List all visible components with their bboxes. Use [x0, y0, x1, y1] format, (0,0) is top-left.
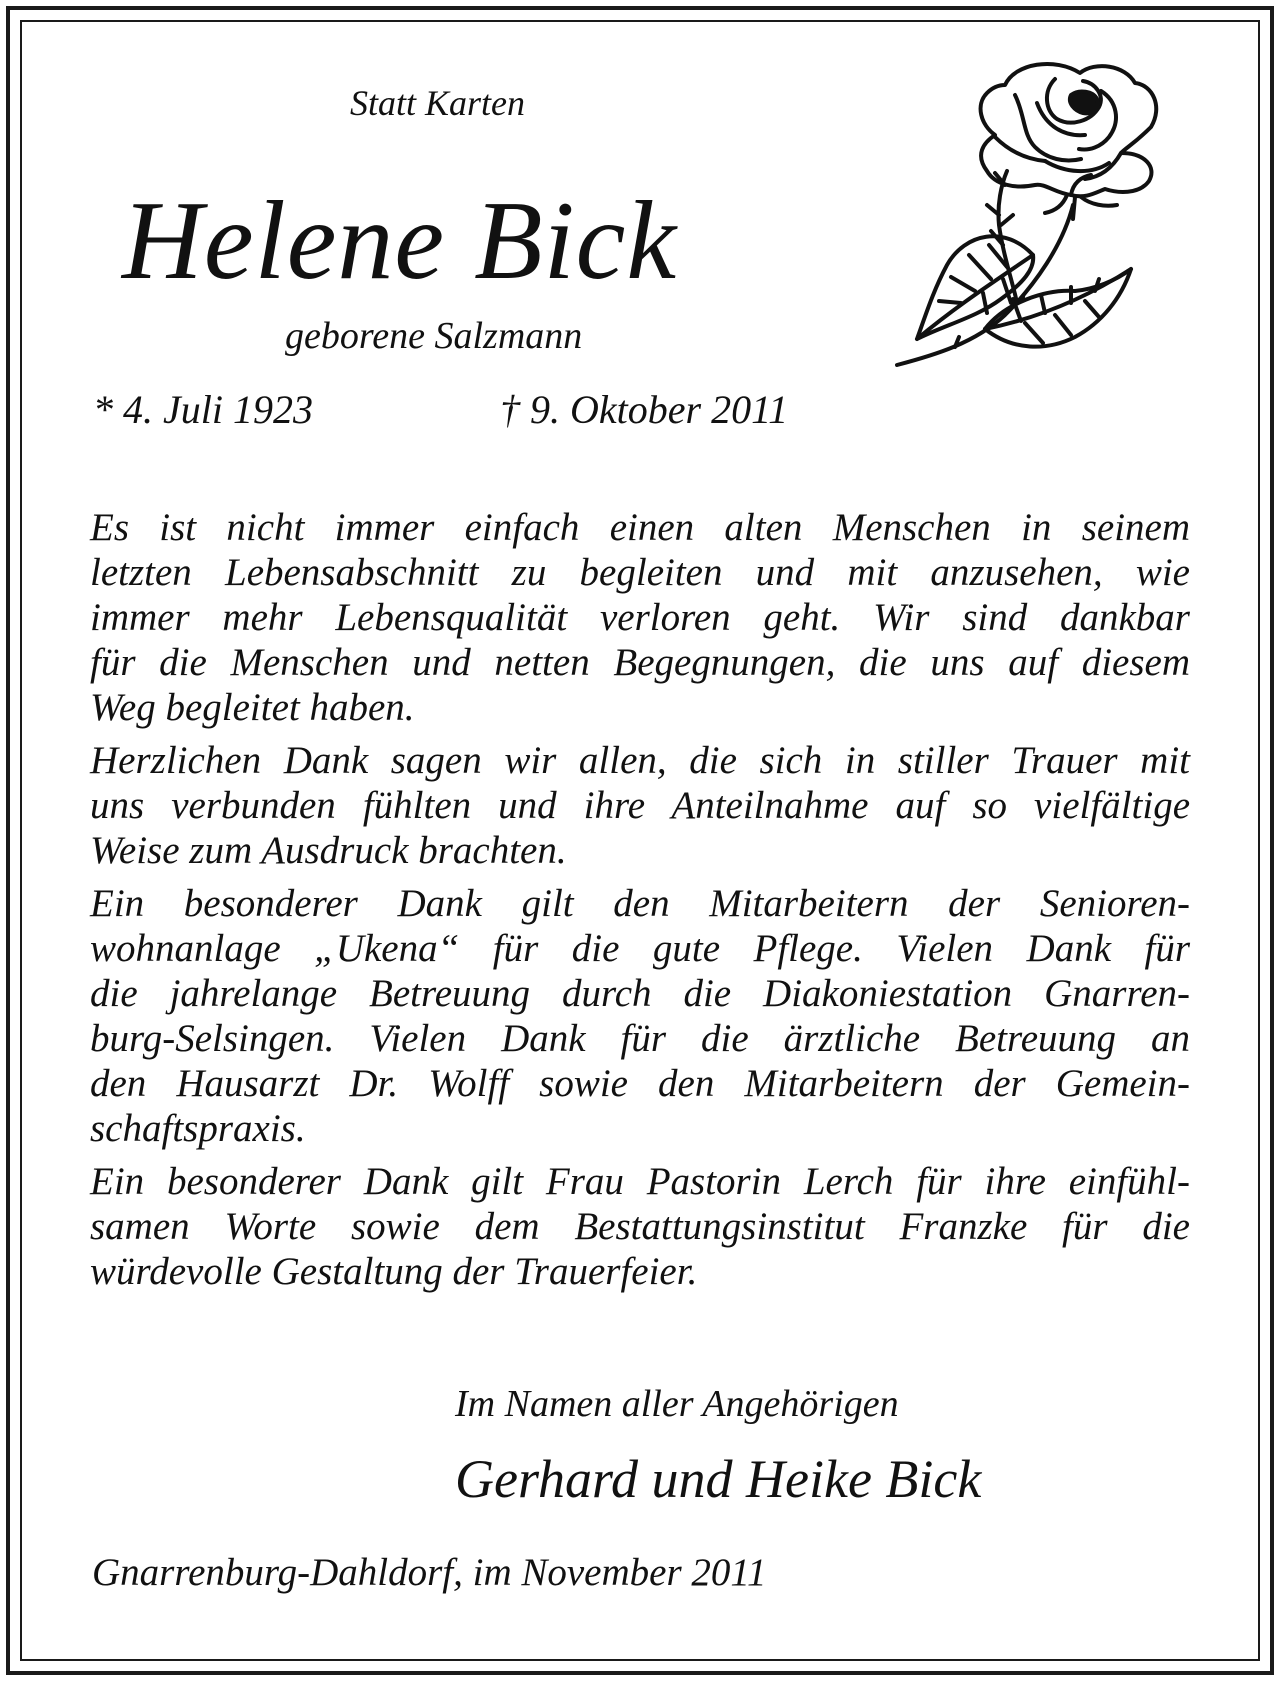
acknowledgement-text — [90, 505, 1190, 1302]
text-line: schaftspraxis. — [90, 1107, 306, 1150]
death-date: † 9. Oktober 2011 — [500, 387, 789, 432]
paragraph-4 — [90, 1159, 1190, 1294]
text-line: Es ist nicht immer einfach einen alten Menschen in seinem — [90, 506, 1190, 549]
paragraph-1 — [90, 505, 1190, 730]
text-line: Weise zum Ausdruck brachten. — [90, 829, 567, 872]
deceased-name: Helene Bick — [122, 179, 678, 303]
text-line: immer mehr Lebensqualität verloren geht. Wir sind dankbar — [90, 596, 1190, 639]
text-line: letzten Lebensabschnitt zu begleiten und mit anzusehen, wie — [90, 551, 1190, 594]
text-line: würdevolle Gestaltung der Trauerfeier. — [90, 1250, 698, 1293]
text-line: burg-Selsingen. Vielen Dank für die ärztliche Betreuung an — [90, 1017, 1190, 1060]
paragraph-2 — [90, 738, 1190, 873]
text-line: die jahrelange Betreuung durch die Diakoniestation Gnarren- — [90, 972, 1190, 1015]
text-line: Weg begleitet haben. — [90, 686, 415, 729]
text-line: uns verbunden fühlten und ihre Anteilnahme auf so vielfältige — [90, 784, 1190, 827]
text-line: den Hausarzt Dr. Wolff sowie den Mitarbeitern der Gemein- — [90, 1062, 1190, 1105]
header-statt-karten: Statt Karten — [350, 83, 526, 123]
text-line: für die Menschen und netten Begegnungen, die uns auf diesem — [90, 641, 1190, 684]
text-line: samen Worte sowie dem Bestattungsinstitut Franzke für die — [90, 1205, 1190, 1248]
maiden-name: geborene Salzmann — [285, 315, 583, 357]
text-line: Ein besonderer Dank gilt den Mitarbeitern der Senioren- — [90, 882, 1190, 925]
paragraph-3 — [90, 881, 1190, 1151]
text-line: Ein besonderer Dank gilt Frau Pastorin Lerch für ihre einfühl- — [90, 1160, 1190, 1203]
text-line: Herzlichen Dank sagen wir allen, die sich in stiller Trauer mit — [90, 739, 1190, 782]
signers-names: Gerhard und Heike Bick — [455, 1449, 982, 1509]
signoff-line: Im Namen aller Angehörigen — [455, 1383, 899, 1425]
rose-icon — [895, 55, 1195, 380]
birth-date: * 4. Juli 1923 — [93, 387, 313, 432]
place-and-date: Gnarrenburg-Dahldorf, im November 2011 — [92, 1551, 767, 1594]
text-line: wohnanlage „Ukena“ für die gute Pflege. Vielen Dank für — [90, 927, 1190, 970]
